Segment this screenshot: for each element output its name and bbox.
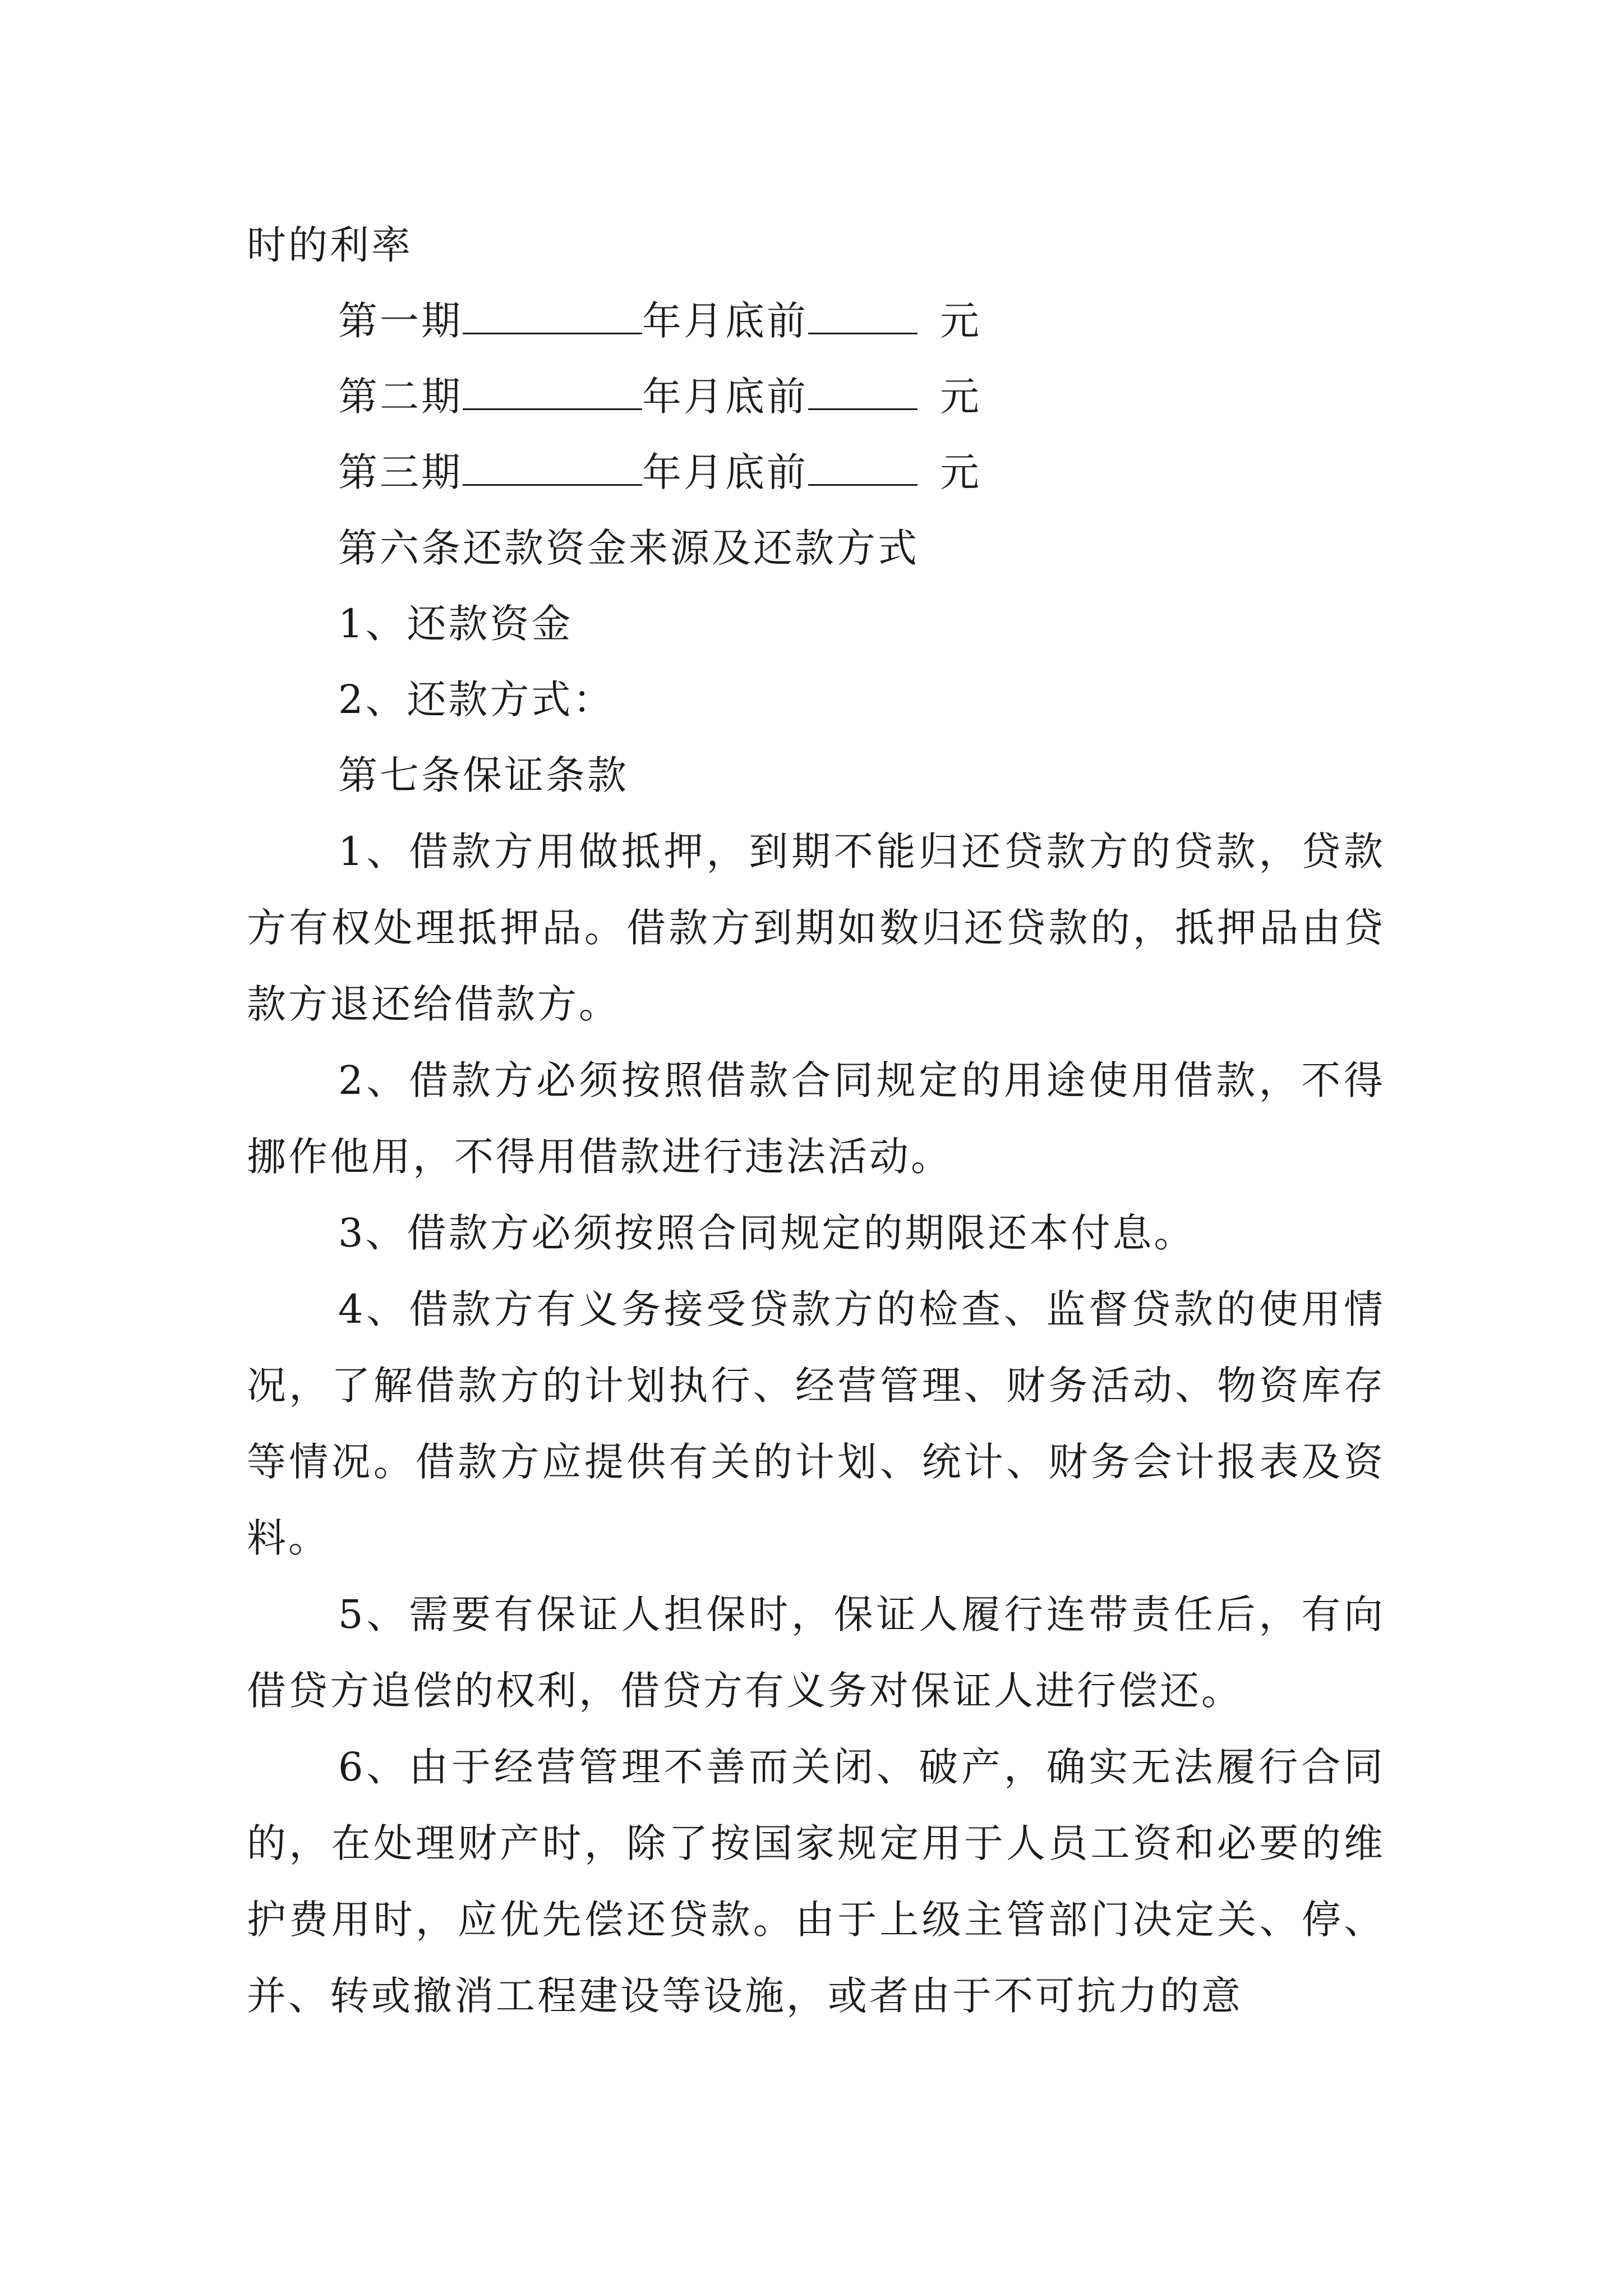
article7-paragraph-3: 3、借款方必须按照合同规定的期限还本付息。 bbox=[338, 1210, 1196, 1256]
article6-item-1: 1、还款资金 bbox=[338, 601, 573, 647]
period-blank[interactable] bbox=[463, 298, 642, 334]
article6-item-2: 2、还款方式： bbox=[338, 677, 615, 723]
article7-paragraph-6: 6、由于经营管理不善而关闭、破产，确实无法履行合同的，在处理财产时，除了按国家规定用于人员工资和必要的维护费用时，应优先偿还贷款。由于上级主管部门决定关、停、并、转或撤消工程建设等设施，或者由于不可抗力的意 bbox=[247, 1744, 1385, 2019]
period-blank[interactable] bbox=[463, 374, 642, 410]
amount-blank[interactable] bbox=[808, 374, 917, 410]
unit-label: 元 bbox=[940, 374, 981, 420]
deadline-label: 年月底前 bbox=[642, 449, 808, 495]
article7-paragraph-4: 4、借款方有义务接受贷款方的检查、监督贷款的使用情况，了解借款方的计划执行、经营管理、财务活动、物资库存等情况。借款方应提供有关的计划、统计、财务会计报表及资料。 bbox=[247, 1286, 1385, 1561]
unit-label: 元 bbox=[940, 449, 981, 495]
deadline-label: 年月底前 bbox=[642, 298, 808, 344]
amount-blank[interactable] bbox=[808, 298, 917, 334]
schedule-row-3 bbox=[247, 435, 1385, 510]
deadline-label: 年月底前 bbox=[642, 374, 808, 420]
period-label: 第一期 bbox=[338, 298, 463, 344]
schedule-row-2 bbox=[247, 359, 1385, 435]
article6-title: 第六条还款资金来源及还款方式 bbox=[338, 525, 919, 571]
schedule-row-1 bbox=[247, 283, 1385, 359]
period-label: 第三期 bbox=[338, 449, 463, 495]
article7-paragraph-2: 2、借款方必须按照借款合同规定的用途使用借款，不得挪作他用，不得用借款进行违法活动。 bbox=[247, 1057, 1385, 1180]
amount-blank[interactable] bbox=[808, 449, 917, 486]
article7-title: 第七条保证条款 bbox=[338, 752, 629, 798]
article7-paragraph-5: 5、需要有保证人担保时，保证人履行连带责任后，有向借贷方追偿的权利，借贷方有义务对保证人进行偿还。 bbox=[247, 1591, 1385, 1714]
document-body bbox=[247, 208, 1385, 2034]
period-label: 第二期 bbox=[338, 374, 463, 420]
article7-paragraph-1: 1、借款方用做抵押，到期不能归还贷款方的贷款，贷款方有权处理抵押品。借款方到期如数归还贷款的，抵押品由贷款方退还给借款方。 bbox=[247, 829, 1385, 1027]
period-blank[interactable] bbox=[463, 449, 642, 486]
continuation-text: 时的利率 bbox=[247, 222, 413, 268]
unit-label: 元 bbox=[940, 298, 981, 344]
